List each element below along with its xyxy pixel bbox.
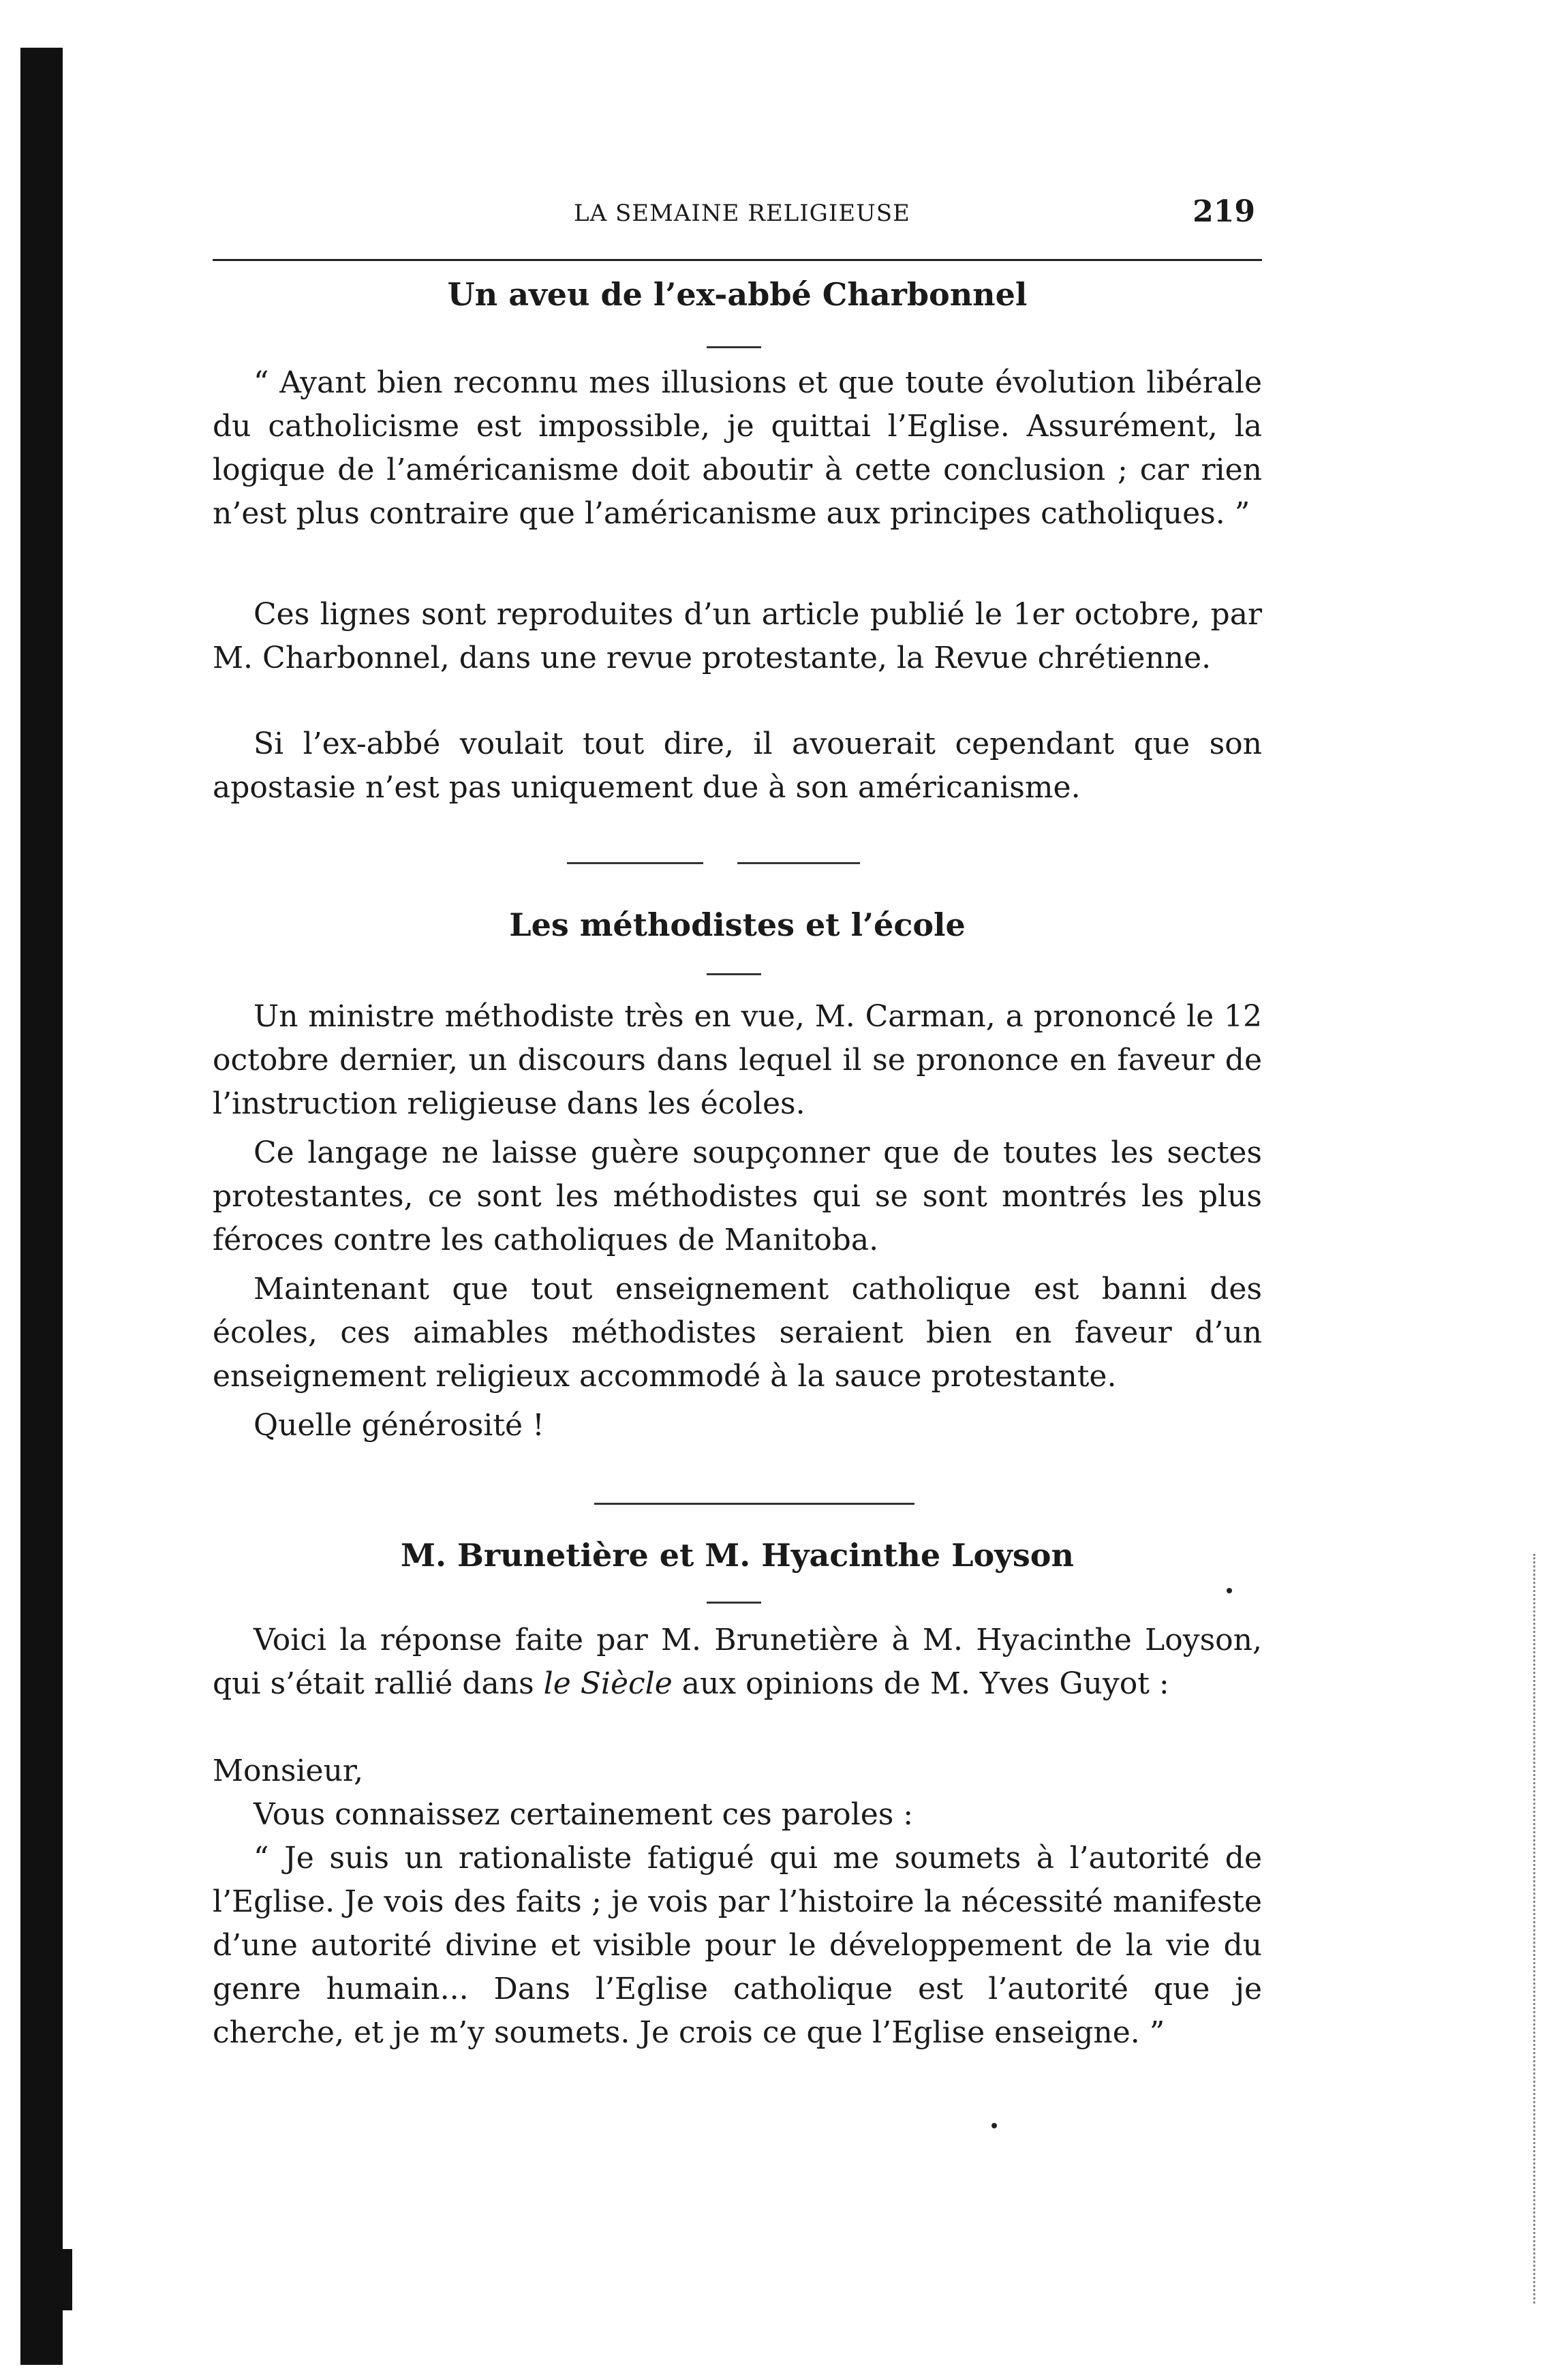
running-head-title: LA SEMAINE RELIGIEUSE: [574, 200, 910, 227]
running-head: [213, 194, 1262, 235]
section-separator: [737, 862, 860, 864]
book-spine-notch: [63, 2249, 72, 2310]
paragraph: Si l’ex-abbé voulait tout dire, il avouerait cependant que son apostasie n’est pas uniquement due à son américanisme.: [213, 726, 1262, 805]
ink-speck: [991, 2123, 997, 2128]
paragraph: Quelle générosité !: [253, 1408, 544, 1443]
paragraph: Ce langage ne laisse guère soupçonner que de toutes les sectes protestantes, ce sont les méthodistes qui se sont montrés les plus féroces contre les catholiques de Manitoba.: [213, 1135, 1262, 1257]
header-rule: [213, 259, 1262, 261]
paragraph-intro: [213, 1619, 1262, 1706]
paragraph: Vous connaissez certainement ces paroles :: [253, 1797, 914, 1832]
paragraph-quote: “ Je suis un rationaliste fatigué qui me soumets à l’autorité de l’Eglise. Je vois des faits ; je vois par l’histoire la nécessité manifeste d’une autorité divine et visible pour le développement de la vie du genre humain... Dans l’Eglise catholique est l’autorité que je cherche, et je m’y soumets. Je crois ce que l’Eglise enseigne. ”: [213, 1841, 1262, 2050]
salutation: Monsieur,: [213, 1754, 364, 1788]
title-underline: [707, 973, 761, 975]
paragraph: Ces lignes sont reproduites d’un article publié le 1er octobre, par M. Charbonnel, dans une revue protestante, la Revue chrétienne.: [213, 597, 1262, 675]
title-underline: [707, 346, 761, 348]
page-number: 219: [1193, 194, 1255, 229]
paragraph: Un ministre méthodiste très en vue, M. Carman, a prononcé le 12 octobre dernier, un discours dans lequel il se prononce en faveur de l’instruction religieuse dans les écoles.: [213, 999, 1262, 1121]
article-title-charbonnel: Un aveu de l’ex-abbé Charbonnel: [447, 276, 1028, 313]
paragraph: “ Ayant bien reconnu mes illusions et que toute évolution libérale du catholicisme est impossible, je quittai l’Eglise. Assurément, la logique de l’américanisme doit aboutir à cette conclusion ; car rien n’est plus contraire que l’américanisme aux principes catholiques. ”: [213, 365, 1262, 531]
section-separator: [567, 862, 703, 864]
intro-text: aux opinions de M. Yves Guyot :: [672, 1666, 1169, 1701]
book-spine-shadow: [20, 48, 63, 2365]
intro-text: Voici la réponse faite par M. Brunetière à M. Hyacinthe Loyson, qui s’était rallié dans: [213, 1623, 1262, 1701]
section-separator: [594, 1503, 914, 1505]
margin-dots: [1533, 1554, 1538, 2304]
title-underline: [707, 1602, 761, 1604]
article-title-methodistes: Les méthodistes et l’école: [509, 906, 966, 943]
article-title-brunetiere: M. Brunetière et M. Hyacinthe Loyson: [401, 1537, 1074, 1574]
ink-speck: [1227, 1588, 1232, 1593]
paragraph: Maintenant que tout enseignement catholique est banni des écoles, ces aimables méthodistes seraient bien en faveur d’un enseignement religieux accommodé à la sauce protestante.: [213, 1272, 1262, 1394]
newspaper-name: le Siècle: [543, 1666, 673, 1701]
